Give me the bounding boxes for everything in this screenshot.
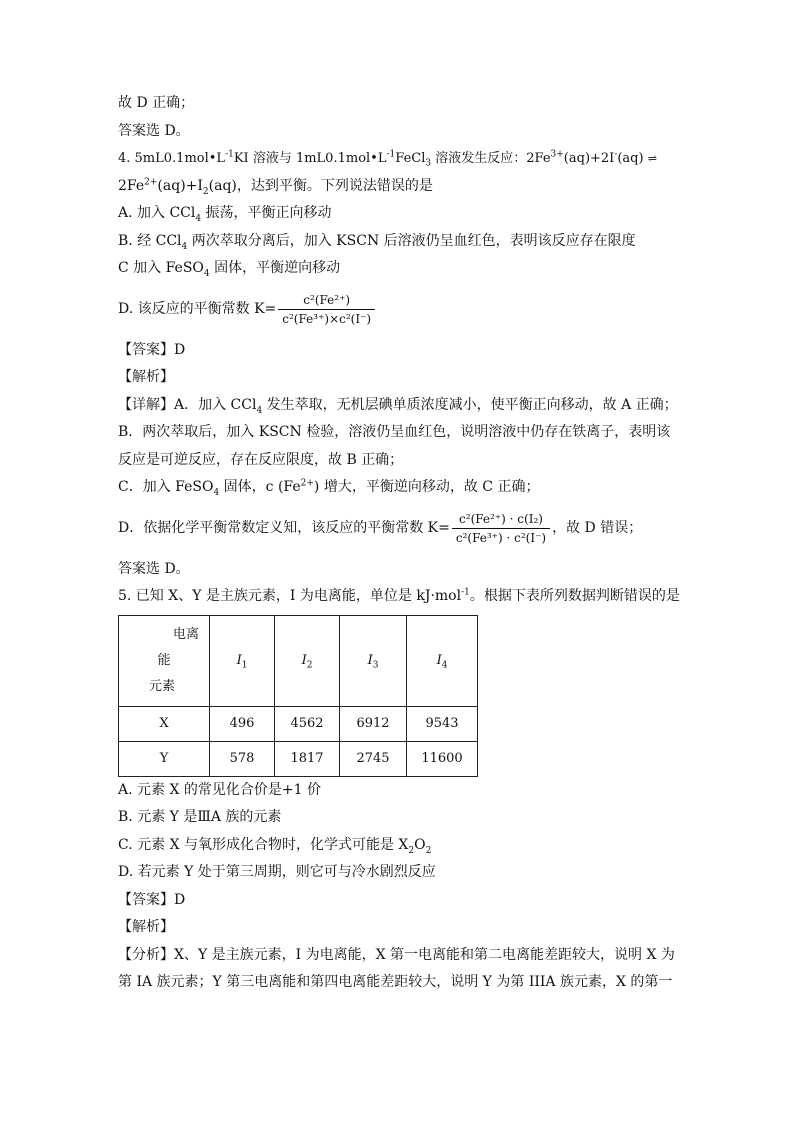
fraction-numerator: c²(Fe²⁺) bbox=[303, 293, 351, 307]
table-cell: 4562 bbox=[275, 706, 340, 741]
q5-analysis-line2: 第 IA 族元素；Y 第三电离能和第四电离能差距较大，说明 Y 为第 IIIA 族元素，X 的第一 bbox=[118, 974, 673, 990]
document-page bbox=[118, 90, 678, 997]
table-cell: 6912 bbox=[340, 706, 407, 741]
table-row bbox=[119, 706, 478, 741]
text-line: 故 D 正确； bbox=[118, 95, 195, 111]
table-cell: 11600 bbox=[407, 741, 478, 776]
equilibrium-arrow-icon: ⇌ bbox=[647, 152, 656, 165]
text-line: 答案选 D。 bbox=[118, 122, 190, 139]
q5-answer: 【答案】D bbox=[118, 891, 186, 908]
fraction-denominator: c²(Fe³⁺) · c²(I⁻) bbox=[452, 528, 550, 546]
q4-answer: 【答案】D bbox=[118, 341, 186, 358]
table-row bbox=[119, 741, 478, 776]
table-cell-element: X bbox=[119, 706, 210, 741]
q5-option-d: D. 若元素 Y 处于第三周期，则它可与冷水剧烈反应 bbox=[118, 864, 436, 880]
q4-stem-line2: $2Fe^{2+}(aq)+I_2(aq)$，达到平衡。下列说法错误的是 bbox=[118, 176, 433, 197]
fraction-denominator: c²(Fe³⁺)×c²(I⁻) bbox=[278, 309, 375, 327]
table-cell: 496 bbox=[210, 706, 275, 741]
table-column-header: $I_2$ bbox=[275, 615, 340, 706]
q5-option-a: A. 元素 X 的常见化合价是+1 价 bbox=[118, 781, 321, 798]
fraction-numerator: c²(Fe²⁺) · c(I₂) bbox=[459, 512, 543, 526]
q4-detail-d: D．依据化学平衡常数定义知，该反应的平衡常数 K= $\frac{\text{c²(Fe²⁺) · c(I₂)}}{\text{c²(Fe³⁺) · c²(I⁻)}}$ ，故 D 错误； bbox=[118, 512, 643, 545]
table-column-header: $I_3$ bbox=[340, 615, 407, 706]
table-corner-header: 电离 能 元素 bbox=[119, 615, 210, 706]
table-header-row bbox=[119, 615, 478, 706]
table-cell: 9543 bbox=[407, 706, 478, 741]
ionization-energy-table bbox=[118, 615, 478, 777]
q5-option-b: B. 元素 Y 是ⅢA 族的元素 bbox=[118, 809, 282, 825]
q4-final: 答案选 D。 bbox=[118, 560, 190, 577]
q4-option-a: A. 加入 CCl$_4$ 振荡，平衡正向移动 bbox=[118, 205, 332, 224]
q4-detail-b2: 反应是可逆反应，存在反应限度，故 B 正确； bbox=[118, 451, 404, 468]
k-expression-fraction bbox=[278, 292, 375, 327]
q4-option-d: D. 该反应的平衡常数 K= $\frac{\text{c²(Fe²⁺)}}{\text{c²(Fe³⁺)×c²(I⁻)}}$ bbox=[118, 283, 678, 337]
q4-analysis-heading: 【解析】 bbox=[118, 369, 174, 385]
q4-stem: 4. $5mL0.1mol•L^{-1}KI$ 溶液与 $1mL0.1mol•L^{-1}FeCl_3$ 溶液发生反应：$2Fe^{3+}(aq)+2I^-(aq)$ ⇌ bbox=[118, 149, 656, 169]
q5-option-c: C. 元素 X 与氧形成化合物时，化学式可能是 $X_2O_2$ bbox=[118, 836, 432, 856]
table-column-header: $I_1$ bbox=[210, 615, 275, 706]
table-cell: 1817 bbox=[275, 741, 340, 776]
table-cell: 578 bbox=[210, 741, 275, 776]
k-definition-fraction bbox=[452, 511, 550, 546]
table-cell-element: Y bbox=[119, 741, 210, 776]
table-cell: 2745 bbox=[340, 741, 407, 776]
q5-stem: 5. 已知 X、Y 是主族元素，I 为电离能，单位是 kJ·mol$^{-1}$。根据下表所列数据判断错误的是 bbox=[118, 587, 680, 604]
q4-option-b: B. 经 CCl$_4$ 两次萃取分离后，加入 KSCN 后溶液仍呈血红色，表明该反应存在限度 bbox=[118, 232, 636, 252]
q4-detail-c: C．加入 FeSO$_4$ 固体，c $(Fe^{2+})$ 增大，平衡逆向移动，故 C 正确； bbox=[118, 478, 540, 498]
q4-detail-b1: B．两次萃取后，加入 KSCN 检验，溶液仍呈血红色，说明溶液中仍存在铁离子，表明该 bbox=[118, 424, 671, 440]
q4-option-c: C 加入 FeSO$_4$ 固体，平衡逆向移动 bbox=[118, 260, 341, 279]
table-column-header: $I_4$ bbox=[407, 615, 478, 706]
q5-analysis-line1: 【分析】X、Y 是主族元素，I 为电离能，X 第一电离能和第二电离能差距较大，说明 X 为 bbox=[118, 946, 675, 963]
q4-detail-a: 【详解】A．加入 CCl$_4$ 发生萃取，无机层碘单质浓度减小，使平衡正向移动，故 A 正确； bbox=[118, 396, 678, 416]
q5-analysis-heading: 【解析】 bbox=[118, 919, 174, 935]
